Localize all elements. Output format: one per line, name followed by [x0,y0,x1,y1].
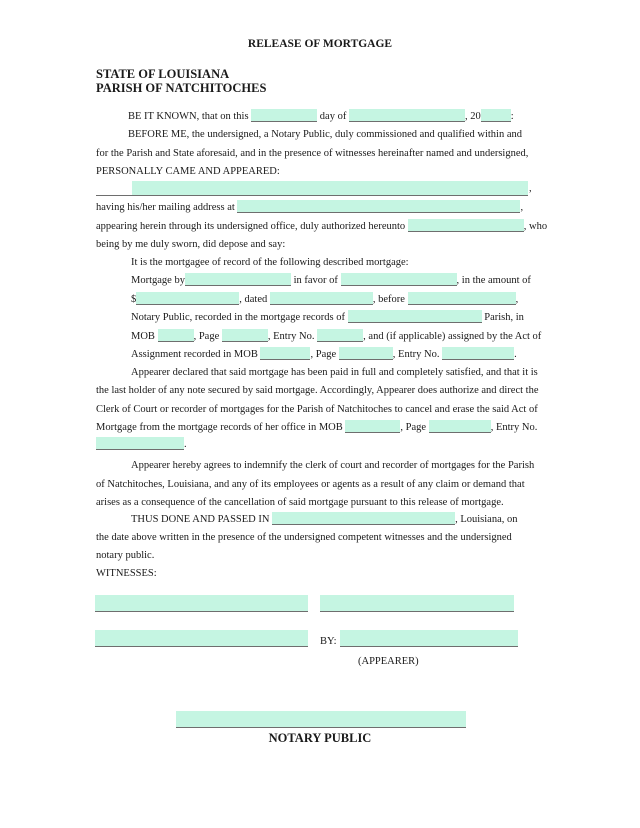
assignment-line: Assignment recorded in MOB , Page , Entry No. . [131,349,517,360]
mortgagor-field[interactable] [185,273,291,286]
passed-in-field[interactable] [272,512,455,525]
assignment-page-field[interactable] [339,347,393,360]
assignment-mob-field[interactable] [260,347,310,360]
mortgage-by-line: Mortgage by in favor of , in the amount of [131,275,531,286]
amount-line: $ , dated , before , [131,294,519,305]
mob-line: MOB , Page , Entry No. , and (if applicable) assigned by the Act of [131,331,542,342]
appearer-label: (APPEARER) [358,656,419,667]
indemnify-line-2: of Natchitoches, Louisiana, and any of its employees or agents as a result of any claim or demand that [96,479,525,490]
by-label: BY: [320,636,337,647]
notary-signature-field[interactable] [176,711,466,728]
authorized-line: appearing herein through its undersigned office, duly authorized hereunto , who [96,221,548,232]
state-heading: STATE OF LOUISIANA [96,67,230,81]
date-above-line: the date above written in the presence of the undersigned competent witnesses and the undersigned [96,532,512,543]
cancel-mob-field[interactable] [345,420,400,433]
day-field[interactable] [251,109,317,122]
indemnify-line-1: Appearer hereby agrees to indemnify the clerk of court and recorder of mortgages for the Parish [131,460,535,471]
sworn-line: being by me duly sworn, did depose and say: [96,239,286,250]
mortgage-date-field[interactable] [270,292,373,305]
mailing-address-field[interactable] [237,200,520,213]
mortgagee-field[interactable] [341,273,457,286]
witnesses-label: WITNESSES: [96,568,157,579]
mob-field[interactable] [158,329,194,342]
amount-field[interactable] [136,292,239,305]
entry-no-field[interactable] [317,329,363,342]
personally-appeared-line: PERSONALLY CAME AND APPEARED: [96,166,280,177]
page-field[interactable] [222,329,268,342]
year-field[interactable] [481,109,511,122]
mortgagee-intro: It is the mortgagee of record of the following described mortgage: [131,257,409,268]
notary-public-label: NOTARY PUBLIC [268,731,372,745]
document-title: RELEASE OF MORTGAGE [247,38,393,50]
authorized-by-field[interactable] [408,219,524,232]
assignment-entry-field[interactable] [442,347,514,360]
mailing-address-line: having his/her mailing address at , [96,202,524,213]
appearer-underline-lead [96,195,132,196]
records-line: Notary Public, recorded in the mortgage records of Parish, in [131,312,524,323]
parish-heading: PARISH OF NATCHITOCHES [96,81,267,95]
indemnify-line-3: arises as a consequence of the cancellation of said mortgage pursuant to this release of mortgage. [96,497,504,508]
appearer-comma: , [529,183,532,194]
witness-2-signature-field[interactable] [320,595,514,612]
notary-public-line: notary public. [96,550,155,561]
cancel-entry-line: . [96,437,187,452]
appearer-signature-field[interactable] [340,630,518,647]
thus-done-line: THUS DONE AND PASSED IN , Louisiana, on [131,514,518,525]
appearer-name-field[interactable] [132,181,528,196]
witness-3-signature-field[interactable] [95,630,308,647]
declared-line-2: the last holder of any note secured by said mortgage. Accordingly, Appearer does authorize and direct the [96,385,539,396]
records-parish-field[interactable] [348,310,482,323]
declared-line-1: Appearer declared that said mortgage has been paid in full and completely satisfied, and that it is [131,367,538,378]
declared-line-4: Mortgage from the mortgage records of her office in MOB , Page , Entry No. [96,422,538,433]
cancel-entry-field[interactable] [96,437,184,450]
date-line: BE IT KNOWN, that on this day of , 20 : [128,111,514,122]
parish-state-line: for the Parish and State aforesaid, and in the presence of witnesses hereinafter named and undersigned, [96,148,529,159]
month-field[interactable] [349,109,465,122]
witness-1-signature-field[interactable] [95,595,308,612]
before-me-line: BEFORE ME, the undersigned, a Notary Public, duly commissioned and qualified within and [128,129,522,140]
before-notary-field[interactable] [408,292,516,305]
cancel-page-field[interactable] [429,420,491,433]
declared-line-3: Clerk of Court or recorder of mortgages for the Parish of Natchitoches to cancel and erase the said Act of [96,404,538,415]
